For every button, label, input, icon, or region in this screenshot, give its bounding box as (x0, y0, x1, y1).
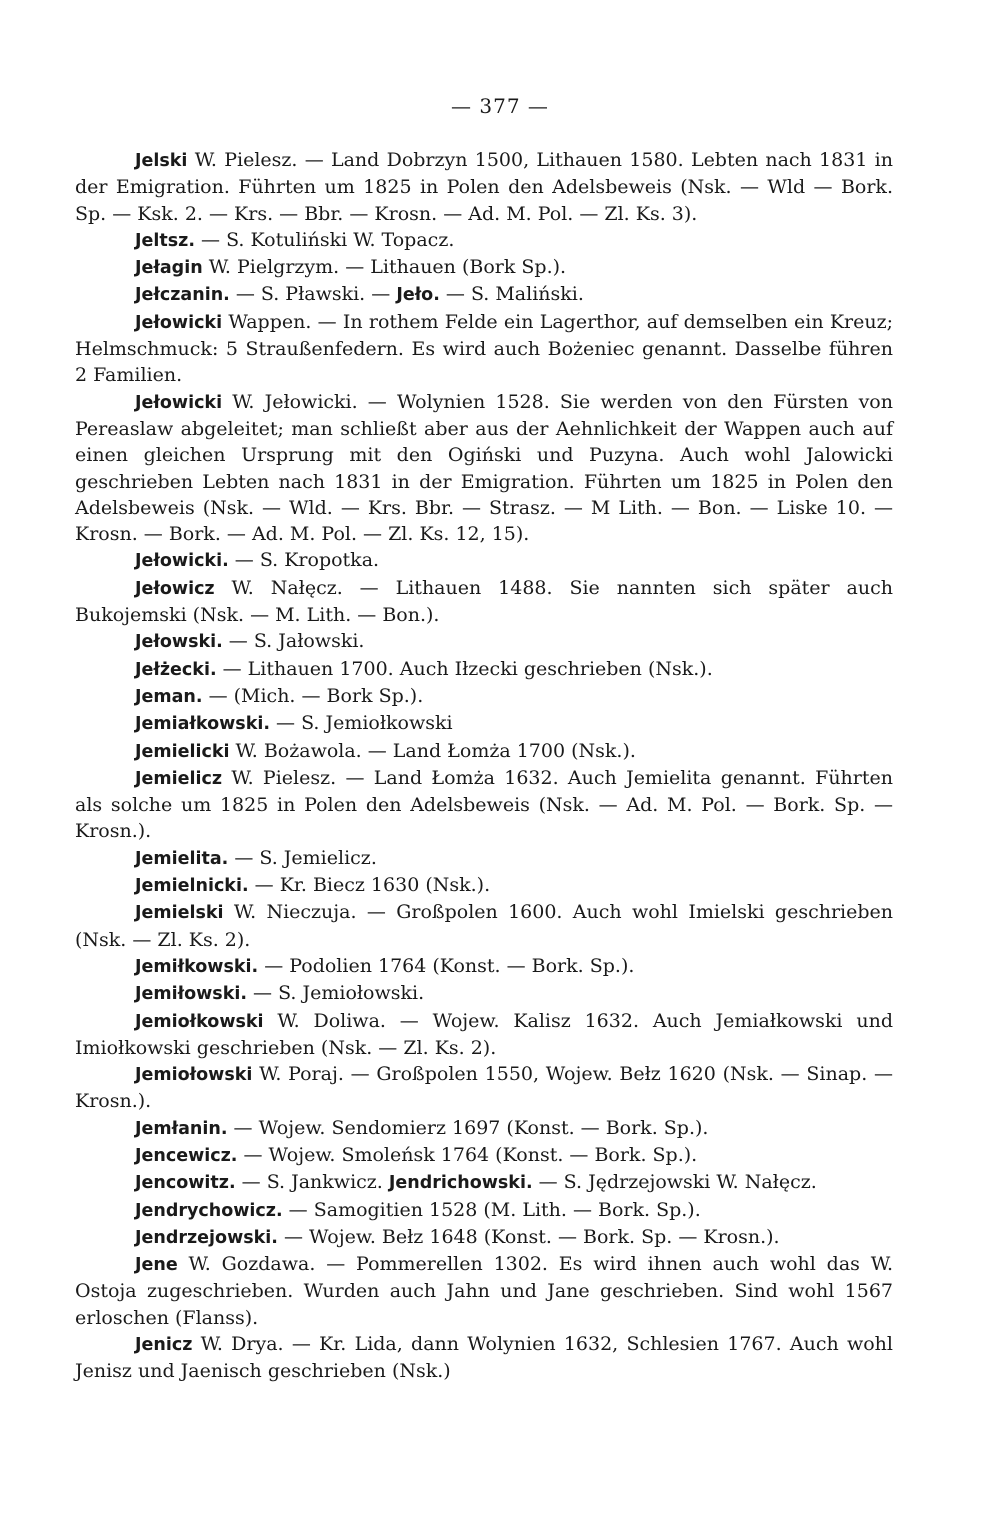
entry (75, 254, 893, 281)
entry-headword: Jemielicz (135, 768, 223, 789)
entry (75, 656, 893, 683)
entry-headword: Jendrichowski. (388, 1173, 533, 1194)
entry-text: W. Drya. — Kr. Lida, dann Wolynien 1632, Schlesien 1767. Auch wohl Jenisz und Jaenisch geschrieben (Nsk.) (75, 1333, 893, 1383)
page-number: — 377 — (451, 94, 549, 118)
entry (75, 953, 893, 980)
entry-headword: Jełagin (135, 258, 203, 279)
entry (75, 738, 893, 765)
entry-text: W. Doliwa. — Wojew. Kalisz 1632. Auch Jemiałkowski und Imiołkowski geschrieben (Nsk. — Zl. Ks. 2). (75, 1009, 893, 1059)
entry-text: W. Nieczuja. — Großpolen 1600. Auch wohl Imielski geschrieben (Nsk. — Zl. Ks. 2). (75, 901, 893, 951)
entry-headword: Jełczanin. (135, 285, 230, 306)
entry (75, 1251, 893, 1331)
entry-headword: Jemiołkowski (135, 1011, 264, 1032)
entry-text: — Podolien 1764 (Konst. — Bork. Sp.). (258, 954, 635, 977)
entry (75, 547, 893, 574)
entry (75, 1331, 893, 1385)
entry-list (75, 147, 893, 1385)
entry-text: — S. Jemielicz. (228, 846, 377, 869)
entry-text: — S. Jemiołowski. (247, 982, 425, 1005)
entry (75, 845, 893, 872)
entry-headword: Jencowitz. (135, 1173, 236, 1194)
entry-headword: Jemielicki (135, 741, 230, 762)
entry (75, 683, 893, 710)
entry-text: — Wojew. Smoleńsk 1764 (Konst. — Bork. Sp.). (237, 1143, 698, 1166)
entry-headword: Jemłanin. (135, 1118, 228, 1139)
entry-text: W. Poraj. — Großpolen 1550, Wojew. Bełz 1620 (Nsk. — Sinap. — Krosn.). (75, 1063, 893, 1113)
entry-text: W. Gozdawa. — Pommerellen 1302. Es wird ihnen auch wohl das W. Ostoja zugeschrieben. Wurden auch Jahn und Jane geschrieben. Sind wohl 1567 erloschen (Flanss). (75, 1253, 893, 1329)
entry-text: — Lithauen 1700. Auch Iłzecki geschrieben (Nsk.). (216, 657, 713, 680)
entry-headword: Jemiłkowski. (135, 956, 259, 977)
entry-headword: Jełowicki (135, 392, 223, 413)
entry-text: — S. Jemiołkowski (269, 712, 453, 735)
entry-headword: Jemiałkowski. (135, 714, 270, 735)
entry (75, 309, 893, 389)
entry-text: — (Mich. — Bork Sp.). (202, 684, 424, 707)
entry (75, 1142, 893, 1169)
entry-text: — Wojew. Bełz 1648 (Konst. — Bork. Sp. — Krosn.). (277, 1225, 780, 1248)
entry-headword: Jełżecki. (135, 659, 217, 680)
entry-text: — Wojew. Sendomierz 1697 (Konst. — Bork. Sp.). (227, 1116, 709, 1139)
entry-headword: Jemielnicki. (135, 876, 249, 897)
entry-headword: Jene (135, 1255, 178, 1276)
entry-headword: Jełowicki (135, 312, 223, 333)
entry-text: Wappen. — In rothem Felde ein Lagerthor, auf demselben ein Kreuz; Helmschmuck: 5 Straußenfedern. Es wird auch Bożeniec genannt. Dasselbe führen 2 Familien. (75, 310, 893, 387)
entry-headword: Jełowicz (135, 578, 215, 599)
entry-text: — S. Jankwicz. (235, 1171, 389, 1194)
entry (75, 628, 893, 655)
entry-headword: Jendrychowicz. (135, 1200, 283, 1221)
entry-text: W. Jełowicki. — Wolynien 1528. Sie werden von den Fürsten von Pereaslaw abgeleitet; man schließt aber aus der Aehnlichkeit der Wappen auch auf einen gleichen Ursprung mit den Ogiński und Puzyna. Auch wohl Jalowicki geschrieben Lebten nach 1831 in der Emigration. Führten um 1825 in Polen den Adelsbeweis (Nsk. — Wld. — Krs. Bbr. — Strasz. — M Lith. — Bon. — Liske 10. — Krosn. — Bork. — Ad. M. Pol. — Zl. Ks. 12, 15). (75, 390, 893, 546)
entry (75, 872, 893, 899)
entry-text: — S. Jędrzejowski W. Nałęcz. (532, 1171, 817, 1194)
entry-headword: Jeman. (135, 686, 203, 707)
entry-text: W. Nałęcz. — Lithauen 1488. Sie nannten sich später auch Bukojemski (Nsk. — M. Lith. — Bon.). (75, 576, 893, 627)
entry (75, 765, 893, 845)
entry-text: — S. Kropotka. (228, 549, 380, 572)
entry (75, 147, 893, 227)
entry (75, 575, 893, 629)
entry-text: W. Pielesz. — Land Dobrzyn 1500, Lithauen 1580. Lebten nach 1831 in der Emigration. Führten um 1825 in Polen den Adelsbeweis (Nsk. — Wld — Bork. Sp. — Ksk. 2. — Krs. — Bbr. — Krosn. — Ad. M. Pol. — Zl. Ks. 3). (75, 149, 893, 225)
entry-text: — S. Kotuliński W. Topacz. (195, 228, 455, 251)
entry-text: — Samogitien 1528 (M. Lith. — Bork. Sp.). (282, 1198, 701, 1221)
entry (75, 1169, 893, 1196)
entry-headword: Jeło. (396, 285, 440, 306)
entry (75, 1197, 893, 1224)
entry-headword: Jełowski. (135, 632, 223, 653)
entry-headword: Jemiołowski (135, 1065, 253, 1086)
entry-headword: Jendrzejowski. (135, 1227, 278, 1248)
entry-text: — S. Jałowski. (222, 630, 365, 653)
entry (75, 710, 893, 737)
entry (75, 281, 893, 308)
entry-headword: Jeltsz. (135, 230, 195, 251)
entry-headword: Jemielski (135, 903, 224, 924)
entry-text: — S. Pławski. — (229, 283, 397, 306)
entry (75, 1061, 893, 1115)
entry-headword: Jełowicki. (135, 551, 229, 572)
entry-text: W. Pielesz. — Land Łomża 1632. Auch Jemielita genannt. Führten als solche um 1825 in Polen den Adelsbeweis (Nsk. — Ad. M. Pol. — Bork. Sp. — Krosn.). (75, 766, 893, 843)
entry (75, 899, 893, 953)
entry-headword: Jemiłowski. (135, 984, 247, 1005)
entry-headword: Jenicz (135, 1335, 193, 1356)
entry (75, 980, 893, 1007)
entry (75, 227, 893, 254)
entry (75, 1115, 893, 1142)
entry-text: W. Pielgrzym. — Lithauen (Bork Sp.). (202, 256, 567, 279)
entry-headword: Jelski (135, 151, 188, 171)
entry-text: — Kr. Biecz 1630 (Nsk.). (248, 874, 491, 897)
entry-headword: Jencewicz. (135, 1145, 238, 1166)
entry-text: — S. Maliński. (439, 283, 584, 306)
entry (75, 1008, 893, 1062)
entry-text: W. Bożawola. — Land Łomża 1700 (Nsk.). (229, 739, 636, 762)
entry (75, 1224, 893, 1251)
entry (75, 389, 893, 548)
entry-headword: Jemielita. (135, 848, 229, 869)
